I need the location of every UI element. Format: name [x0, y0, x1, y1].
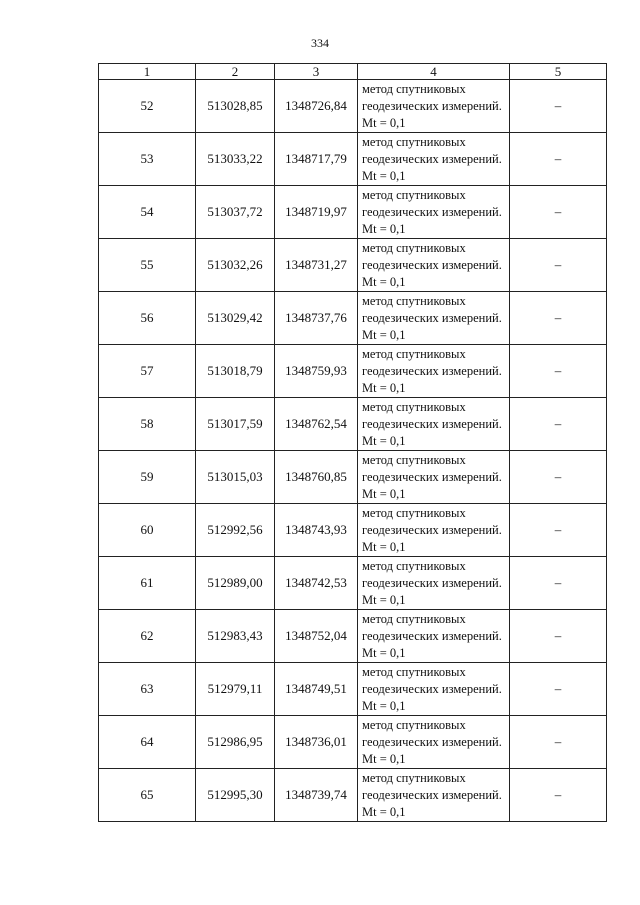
coordinates-table	[98, 63, 607, 822]
method-cell: метод спутниковых геодезических измерений. Mt = 0,1	[358, 504, 510, 557]
note-cell: –	[510, 504, 607, 557]
x-coordinate-cell: 513015,03	[196, 451, 275, 504]
x-coordinate-cell: 513032,26	[196, 239, 275, 292]
method-cell: метод спутниковых геодезических измерений. Mt = 0,1	[358, 610, 510, 663]
point-number-cell: 58	[99, 398, 196, 451]
note-cell: –	[510, 80, 607, 133]
table-row	[99, 504, 607, 557]
method-cell: метод спутниковых геодезических измерений. Mt = 0,1	[358, 716, 510, 769]
header-row	[99, 64, 607, 80]
point-number-cell: 53	[99, 133, 196, 186]
table-body	[99, 80, 607, 822]
table-row	[99, 133, 607, 186]
method-cell: метод спутниковых геодезических измерений. Mt = 0,1	[358, 663, 510, 716]
y-coordinate-cell: 1348760,85	[275, 451, 358, 504]
page-number: 334	[311, 36, 329, 50]
note-cell: –	[510, 663, 607, 716]
point-number-cell: 62	[99, 610, 196, 663]
table-row	[99, 557, 607, 610]
method-cell: метод спутниковых геодезических измерений. Mt = 0,1	[358, 292, 510, 345]
point-number-cell: 63	[99, 663, 196, 716]
note-cell: –	[510, 451, 607, 504]
note-cell: –	[510, 398, 607, 451]
method-cell: метод спутниковых геодезических измерений. Mt = 0,1	[358, 769, 510, 822]
method-cell: метод спутниковых геодезических измерений. Mt = 0,1	[358, 398, 510, 451]
note-cell: –	[510, 557, 607, 610]
table-row	[99, 398, 607, 451]
point-number-cell: 52	[99, 80, 196, 133]
x-coordinate-cell: 513033,22	[196, 133, 275, 186]
y-coordinate-cell: 1348759,93	[275, 345, 358, 398]
header-col-5: 5	[510, 64, 607, 80]
x-coordinate-cell: 513029,42	[196, 292, 275, 345]
table-header	[99, 64, 607, 80]
header-col-4: 4	[358, 64, 510, 80]
point-number-cell: 55	[99, 239, 196, 292]
x-coordinate-cell: 512979,11	[196, 663, 275, 716]
table-row	[99, 80, 607, 133]
note-cell: –	[510, 345, 607, 398]
table-row	[99, 663, 607, 716]
method-cell: метод спутниковых геодезических измерений. Mt = 0,1	[358, 557, 510, 610]
y-coordinate-cell: 1348726,84	[275, 80, 358, 133]
y-coordinate-cell: 1348719,97	[275, 186, 358, 239]
table-row	[99, 769, 607, 822]
method-cell: метод спутниковых геодезических измерений. Mt = 0,1	[358, 80, 510, 133]
table-row	[99, 292, 607, 345]
note-cell: –	[510, 769, 607, 822]
method-cell: метод спутниковых геодезических измерений. Mt = 0,1	[358, 239, 510, 292]
point-number-cell: 59	[99, 451, 196, 504]
note-cell: –	[510, 716, 607, 769]
x-coordinate-cell: 513017,59	[196, 398, 275, 451]
y-coordinate-cell: 1348762,54	[275, 398, 358, 451]
y-coordinate-cell: 1348737,76	[275, 292, 358, 345]
x-coordinate-cell: 512992,56	[196, 504, 275, 557]
table-row	[99, 239, 607, 292]
table-row	[99, 345, 607, 398]
note-cell: –	[510, 186, 607, 239]
header-col-1: 1	[99, 64, 196, 80]
y-coordinate-cell: 1348749,51	[275, 663, 358, 716]
point-number-cell: 56	[99, 292, 196, 345]
y-coordinate-cell: 1348752,04	[275, 610, 358, 663]
y-coordinate-cell: 1348739,74	[275, 769, 358, 822]
header-col-2: 2	[196, 64, 275, 80]
note-cell: –	[510, 292, 607, 345]
table-row	[99, 186, 607, 239]
x-coordinate-cell: 513028,85	[196, 80, 275, 133]
header-col-3: 3	[275, 64, 358, 80]
method-cell: метод спутниковых геодезических измерений. Mt = 0,1	[358, 133, 510, 186]
point-number-cell: 60	[99, 504, 196, 557]
x-coordinate-cell: 512989,00	[196, 557, 275, 610]
table-row	[99, 451, 607, 504]
x-coordinate-cell: 512995,30	[196, 769, 275, 822]
y-coordinate-cell: 1348742,53	[275, 557, 358, 610]
method-cell: метод спутниковых геодезических измерений. Mt = 0,1	[358, 345, 510, 398]
x-coordinate-cell: 513018,79	[196, 345, 275, 398]
y-coordinate-cell: 1348731,27	[275, 239, 358, 292]
table-row	[99, 716, 607, 769]
y-coordinate-cell: 1348736,01	[275, 716, 358, 769]
point-number-cell: 61	[99, 557, 196, 610]
point-number-cell: 54	[99, 186, 196, 239]
point-number-cell: 65	[99, 769, 196, 822]
point-number-cell: 57	[99, 345, 196, 398]
x-coordinate-cell: 512983,43	[196, 610, 275, 663]
x-coordinate-cell: 512986,95	[196, 716, 275, 769]
table-row	[99, 610, 607, 663]
y-coordinate-cell: 1348717,79	[275, 133, 358, 186]
note-cell: –	[510, 239, 607, 292]
y-coordinate-cell: 1348743,93	[275, 504, 358, 557]
x-coordinate-cell: 513037,72	[196, 186, 275, 239]
note-cell: –	[510, 133, 607, 186]
note-cell: –	[510, 610, 607, 663]
point-number-cell: 64	[99, 716, 196, 769]
method-cell: метод спутниковых геодезических измерений. Mt = 0,1	[358, 451, 510, 504]
method-cell: метод спутниковых геодезических измерений. Mt = 0,1	[358, 186, 510, 239]
